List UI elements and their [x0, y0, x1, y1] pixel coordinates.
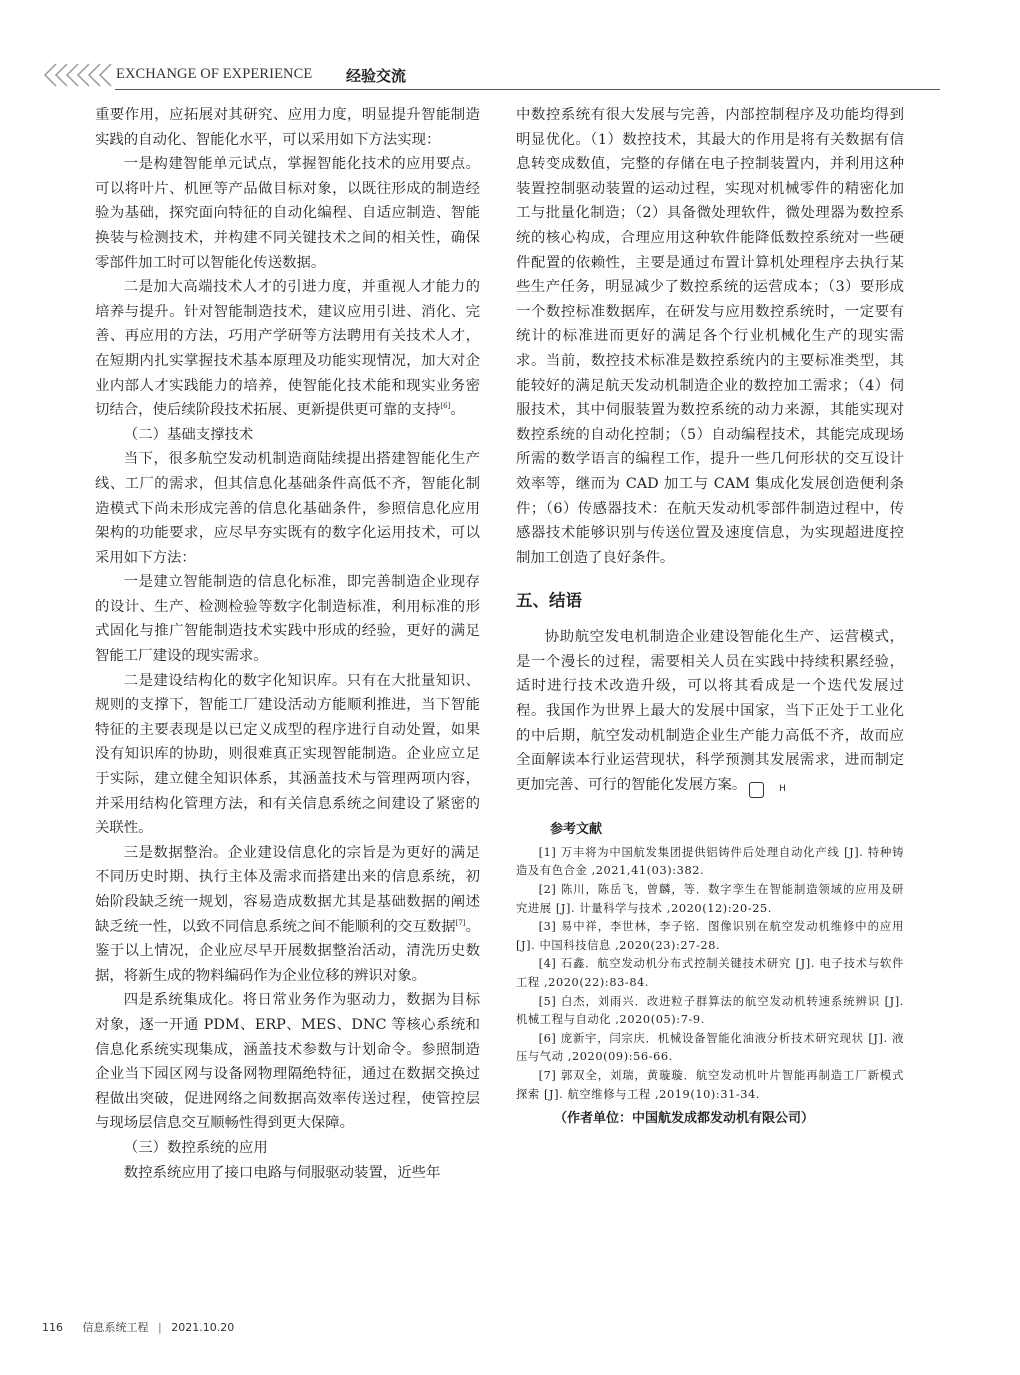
right-column-body: [516, 103, 904, 570]
body-paragraph: 三是数据整治。企业建设信息化的宗旨是为更好的满足不同历史时期、执行主体及需求而搭建出来的信息系统，初始阶段缺乏统一规划，容易造成数据尤其是基础数据的阐述缺乏统一性，以致不同信息系统之间不能顺利的交互数据[7]。鉴于以上情况，企业应尽早开展数据整治活动，清洗历史数据，将新生成的物料编码作为企业位移的辨识对象。: [95, 844, 480, 984]
page-header: [40, 58, 940, 94]
conclusion-paragraph: 协助航空发电机制造企业建设智能化生产、运营模式，是一个漫长的过程，需要相关人员在实践中持续积累经验，适时进行技术改造升级，可以将其看成是一个迭代发展过程。我国作为世界上最大的发展中国家，当下正处于工业化的中后期，航空发动机制造企业生产能力高低不齐，故而应全面解读本行业运营现状，科学预测其发展需求，进而制定更加完善、可行的智能化发展方案。 H: [516, 625, 904, 798]
subsection-heading: （三）数控系统的应用: [123, 1139, 268, 1156]
author-affiliation: （作者单位：中国航发成都发动机有限公司）: [554, 1111, 815, 1127]
body-paragraph: 数控系统应用了接口电路与伺服驱动装置，近些年: [123, 1164, 441, 1181]
reference-item: [6] 庞新宇，闫宗庆．机械设备智能化油液分析技术研究现状 [J]. 液压与气动 ,2020(09):56-66.: [516, 1031, 904, 1064]
right-column: [516, 103, 904, 1130]
body-paragraph: 二是加大高端技术人才的引进力度，并重视人才能力的培养与提升。针对智能制造技术，建议应用引进、消化、完善、再应用的方法，巧用产学研等方法聘用有关技术人才，在短期内扎实掌握技术基本原理及功能实现情况，加大对企业内部人才实践能力的培养，使智能化技术能和现实业务密切结合，使后续阶段技术拓展、更新提供更可靠的支持[6]。: [95, 279, 480, 419]
reference-item: [1] 万丰将为中国航发集团提供铝铸件后处理自动化产线 [J]. 特种铸造及有色合金 ,2021,41(03):382.: [516, 845, 904, 878]
body-paragraph: 当下，很多航空发动机制造商陆续提出搭建智能化生产线、工厂的需求，但其信息化基础条件高低不齐，智能化制造模式下尚未形成完善的信息化基础条件，参照信息化应用架构的功能要求，应尽早夯实既有的数字化运用技术，可以采用如下方法：: [95, 451, 480, 566]
subsection-heading: （二）基础支撑技术: [123, 426, 254, 443]
reference-item: [7] 郭双全，刘瑞，黄璇璇．航空发动机叶片智能再制造工厂新模式探索 [J]. 航空维修与工程 ,2019(10):31-34.: [516, 1068, 904, 1101]
header-rule: [115, 89, 940, 90]
body-paragraph: 中数控系统有很大发展与完善，内部控制程序及功能均得到明显优化。（1）数控技术，其最大的作用是将有关数据有信息转变成数值，完整的存储在电子控制装置内，并利用这种装置控制驱动装置的运动过程，实现对机械零件的精密化加工与批量化制造；（2）具备微处理软件，微处理器为数控系统的核心构成，合理应用这种软件能降低数控系统对一些硬件配置的依赖性，主要是通过布置计算机处理程序去执行某些生产任务，明显减少了数控系统的运营成本；（3）要形成一个数控标准数据库，在研发与应用数控系统时，一定要有统计的标准进而更好的满足各个行业机械化生产的现实需求。当前，数控技术标准是数控系统内的主要标准类型，其能较好的满足航天发动机制造企业的数控加工需求；（4）伺服技术，其中伺服装置为数控系统的动力来源，其能实现对数控系统的自动化控制；（5）自动编程技术，其能完成现场所需的数学语言的编程工作，提升一些几何形状的交互设计效率等，继而为 CAD 加工与 CAM 集成化发展创造便利条件；（6）传感器技术：在航天发动机零部件制造过程中，传感器技术能够识别与传送位置及速度信息，为实现超进度控制加工创造了良好条件。: [516, 107, 904, 566]
page-number: 116: [42, 1321, 63, 1334]
footer-separator: |: [158, 1321, 162, 1334]
journal-name: 信息系统工程: [82, 1321, 149, 1334]
body-paragraph: 一是建立智能制造的信息化标准，即完善制造企业现存的设计、生产、检测检验等数字化制造标准，利用标准的形式固化与推广智能制造技术实践中形成的经验，更好的满足智能工厂建设的现实需求。: [95, 574, 480, 665]
body-paragraph: 二是建设结构化的数字化知识库。只有在大批量知识、规则的支撑下，智能工厂建设活动方能顺利推进，当下智能特征的主要表现是以已定义成型的程序进行自动处置，如果没有知识库的协助，则很难真正实现智能制造。企业应立足于实际，建立健全知识体系，其涵盖技术与管理两项内容，并采用结构化管理方法，和有关信息系统之间建设了紧密的关联性。: [95, 672, 480, 837]
end-mark-icon: H: [749, 782, 764, 798]
body-paragraph: 重要作用，应拓展对其研究、应用力度，明显提升智能制造实践的自动化、智能化水平，可以采用如下方法实现：: [95, 107, 480, 148]
chevron-left-decoration-icon: [40, 62, 114, 88]
references-title: 参考文献: [550, 821, 603, 837]
body-paragraph: 四是系统集成化。将日常业务作为驱动力，数据为目标对象，逐一开通 PDM、ERP、MES、DNC 等核心系统和信息化系统实现集成，涵盖技术参数与计划命令。参照制造企业当下园区网与设备网物理隔绝特征，通过在数据交换过程做出突破，促进网络之间数据高效率传送过程，使管控层与现场层信息交互顺畅性得到更大保障。: [95, 992, 480, 1132]
section-title-en: EXCHANGE OF EXPERIENCE: [116, 66, 313, 82]
reference-item: [5] 白杰，刘雨兴．改进粒子群算法的航空发动机转速系统辨识 [J]. 机械工程与自动化 ,2020(05):7-9.: [516, 994, 904, 1027]
section-heading-conclusion: 五、结语: [516, 591, 582, 611]
page-footer: [42, 1319, 234, 1335]
citation-marker: [7]: [455, 918, 466, 927]
section-title-cn: 经验交流: [346, 67, 407, 85]
citation-marker: [6]: [440, 402, 451, 411]
reference-item: [2] 陈川，陈岳飞，曾麟，等．数字孪生在智能制造领域的应用及研究进展 [J]. 计量科学与技术 ,2020(12):20-25.: [516, 883, 904, 915]
references-list: [516, 844, 904, 1104]
reference-item: [4] 石鑫．航空发动机分布式控制关键技术研究 [J]. 电子技术与软件工程 ,2020(22):83-84.: [516, 957, 904, 989]
reference-item: [3] 易中祥，李世林，李子铭．图像识别在航空发动机维修中的应用 [J]. 中国科技信息 ,2020(23):27-28.: [516, 920, 904, 952]
left-column: [95, 103, 480, 1185]
body-paragraph: 一是构建智能单元试点，掌握智能化技术的应用要点。可以将叶片、机匣等产品做目标对象，以既往形成的制造经验为基础，探究面向特征的自动化编程、自适应制造、智能换装与检测技术，并构建不同关键技术之间的相关性，确保零部件加工时可以智能化传送数据。: [95, 156, 480, 271]
issue-date: 2021.10.20: [171, 1321, 235, 1334]
